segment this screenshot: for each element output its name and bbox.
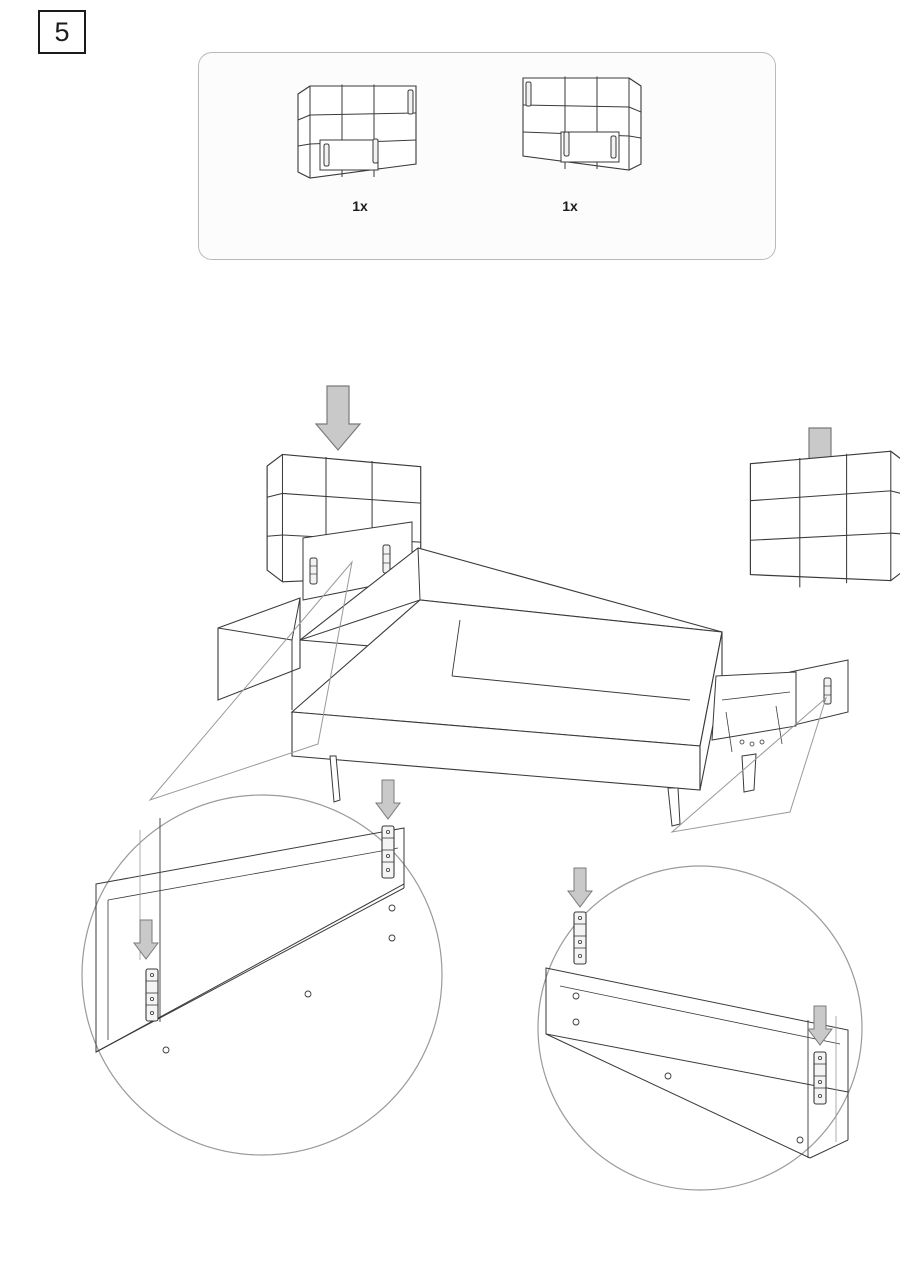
detail-callout-left: [82, 780, 442, 1155]
bracket-left-lower: [146, 969, 158, 1021]
detail-arrow-right-lower: [808, 1006, 832, 1045]
detail-callout-right: [538, 866, 862, 1190]
backrest-panel-right: [750, 449, 900, 594]
bracket-right-lower: [814, 1052, 826, 1104]
part-quantity-left: 1x: [352, 198, 368, 214]
step-number-box: [38, 10, 86, 54]
insert-arrow-left: [316, 386, 360, 450]
backrest-panel-left: [267, 452, 421, 594]
bracket-left-upper: [382, 826, 394, 878]
detail-arrow-left-lower: [134, 920, 158, 959]
insert-arrow-right: [798, 428, 842, 492]
detail-callout-left-cone: [150, 562, 352, 800]
parts-panel: [198, 52, 776, 260]
backrest-board-left: [303, 522, 412, 600]
detail-arrow-left-upper: [376, 780, 400, 819]
backrest-board-right: [790, 660, 848, 726]
part-quantity-right: 1x: [562, 198, 578, 214]
sofa-base: [218, 548, 796, 826]
step-number: 5: [54, 16, 70, 47]
detail-callout-right-cone: [672, 698, 826, 832]
bracket-right-upper: [574, 912, 586, 964]
detail-arrow-right-upper: [568, 868, 592, 907]
